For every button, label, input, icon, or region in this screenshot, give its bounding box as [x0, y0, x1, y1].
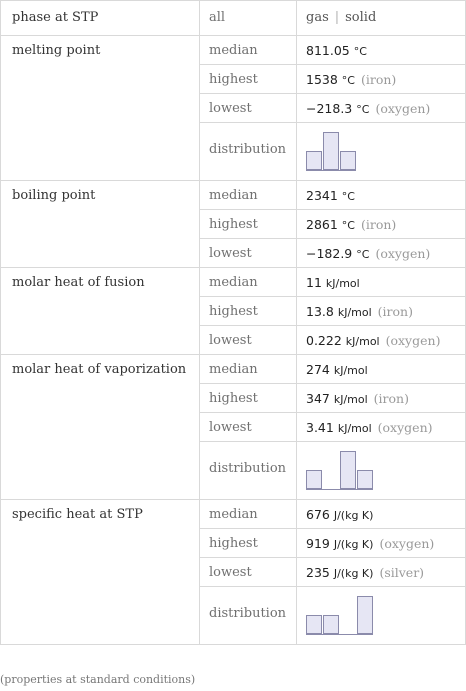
row-divider: [0, 267, 466, 268]
histogram-bar: [306, 151, 322, 170]
stat-value: [306, 507, 373, 524]
stat-label: highest: [209, 72, 258, 87]
value-unit: kJ/mol: [325, 277, 360, 290]
row-divider: [199, 64, 466, 65]
stat-value: [306, 536, 434, 553]
header-property: phase at STP: [12, 10, 99, 25]
value-source-element: (oxygen): [375, 246, 431, 261]
header-phases: [306, 10, 376, 26]
value-number: 811.05: [306, 43, 350, 58]
row-divider: [199, 122, 466, 123]
stat-label: distribution: [209, 142, 287, 157]
stat-label: highest: [209, 536, 258, 551]
value-source-element: (oxygen): [385, 333, 441, 348]
stat-label: median: [209, 507, 258, 522]
stat-label: lowest: [209, 420, 252, 435]
column-divider: [199, 0, 200, 645]
row-divider: [199, 325, 466, 326]
value-number: 347: [306, 391, 330, 406]
stat-label: highest: [209, 391, 258, 406]
stat-value: [306, 362, 368, 379]
histogram-baseline: [306, 170, 356, 171]
column-divider: [296, 0, 297, 645]
value-number: 2341: [306, 188, 338, 203]
histogram-bar: [340, 151, 356, 170]
header-separator: |: [334, 10, 340, 25]
row-divider: [199, 412, 466, 413]
value-number: −182.9: [306, 246, 353, 261]
value-source-element: (oxygen): [375, 101, 431, 116]
property-label: boiling point: [12, 188, 96, 203]
histogram-bar: [340, 451, 356, 489]
value-source-element: (oxygen): [377, 420, 433, 435]
row-divider: [199, 296, 466, 297]
value-number: 13.8: [306, 304, 334, 319]
row-divider: [0, 180, 466, 181]
value-unit: kJ/mol: [333, 364, 368, 377]
histogram-bar: [306, 470, 322, 489]
value-unit: °C: [353, 45, 367, 58]
stat-value: [306, 188, 355, 205]
value-number: 235: [306, 565, 330, 580]
value-unit: kJ/mol: [337, 306, 372, 319]
stat-label: lowest: [209, 565, 252, 580]
stat-value: [306, 391, 409, 408]
stat-label: median: [209, 275, 258, 290]
value-source-element: (iron): [373, 391, 409, 406]
property-label: melting point: [12, 43, 101, 58]
stat-value: [306, 43, 367, 60]
stat-value: [306, 565, 424, 582]
stat-label: median: [209, 362, 258, 377]
value-number: 1538: [306, 72, 338, 87]
stat-label: median: [209, 43, 258, 58]
value-unit: °C: [341, 219, 355, 232]
value-unit: J/(kg K): [333, 567, 374, 580]
value-source-element: (oxygen): [379, 536, 435, 551]
value-number: 3.41: [306, 420, 334, 435]
stat-label: highest: [209, 217, 258, 232]
value-unit: °C: [341, 190, 355, 203]
row-divider: [199, 209, 466, 210]
value-number: 274: [306, 362, 330, 377]
row-divider: [199, 528, 466, 529]
row-divider: [199, 557, 466, 558]
stat-value: [306, 420, 433, 437]
property-label: molar heat of fusion: [12, 275, 145, 290]
stat-label: distribution: [209, 606, 287, 621]
stat-value: [306, 217, 396, 234]
value-number: 919: [306, 536, 330, 551]
stat-label: lowest: [209, 246, 252, 261]
value-number: 676: [306, 507, 330, 522]
header-scope: all: [209, 10, 226, 25]
value-unit: °C: [356, 248, 370, 261]
histogram-bar: [306, 615, 322, 634]
row-divider: [199, 441, 466, 442]
stat-label: lowest: [209, 333, 252, 348]
value-number: −218.3: [306, 101, 353, 116]
row-divider: [0, 499, 466, 500]
histogram-bar: [357, 470, 373, 489]
stat-value: [306, 101, 430, 118]
value-number: 2861: [306, 217, 338, 232]
value-unit: kJ/mol: [345, 335, 380, 348]
header-phase-solid: solid: [345, 10, 377, 25]
column-divider: [0, 0, 1, 645]
stat-value: [306, 72, 396, 89]
value-source-element: (iron): [377, 304, 413, 319]
value-source-element: (iron): [360, 217, 397, 232]
stat-value: [306, 275, 360, 292]
value-unit: kJ/mol: [337, 422, 372, 435]
stat-value: [306, 333, 440, 350]
histogram-baseline: [306, 489, 373, 490]
row-divider: [199, 93, 466, 94]
row-divider: [0, 35, 466, 36]
stat-label: highest: [209, 304, 258, 319]
value-number: 11: [306, 275, 322, 290]
row-divider: [199, 586, 466, 587]
stat-label: distribution: [209, 461, 287, 476]
property-label: molar heat of vaporization: [12, 362, 187, 377]
header-phase-gas: gas: [306, 10, 329, 25]
value-source-element: (silver): [379, 565, 425, 580]
row-divider: [199, 238, 466, 239]
stat-label: lowest: [209, 101, 252, 116]
stat-label: median: [209, 188, 258, 203]
value-number: 0.222: [306, 333, 342, 348]
histogram-bar: [323, 615, 339, 634]
row-divider: [199, 383, 466, 384]
value-unit: J/(kg K): [333, 509, 374, 522]
histogram-bar: [357, 596, 373, 634]
stat-value: [306, 304, 413, 321]
row-divider: [0, 354, 466, 355]
histogram-bar: [323, 132, 339, 170]
footnote: (properties at standard conditions): [0, 673, 196, 686]
row-divider: [0, 0, 466, 1]
row-divider: [0, 644, 466, 645]
histogram-baseline: [306, 634, 373, 635]
value-unit: kJ/mol: [333, 393, 368, 406]
property-label: specific heat at STP: [12, 507, 143, 522]
value-unit: J/(kg K): [333, 538, 374, 551]
value-source-element: (iron): [360, 72, 397, 87]
value-unit: °C: [341, 74, 355, 87]
stat-value: [306, 246, 430, 263]
value-unit: °C: [356, 103, 370, 116]
